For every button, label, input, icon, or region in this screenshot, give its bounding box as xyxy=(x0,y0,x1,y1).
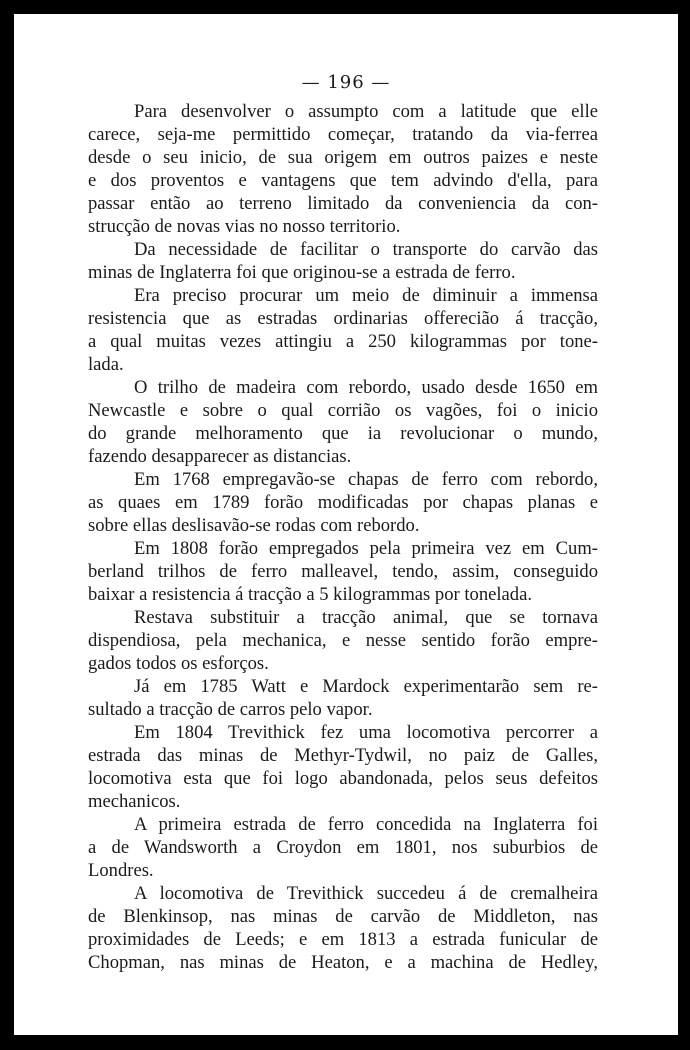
text-line: baixar a resistencia á tracção a 5 kilogrammas por tonelada. xyxy=(88,584,532,605)
paragraph xyxy=(88,238,598,284)
paragraph xyxy=(88,100,598,238)
text-line: Em 1804 Trevithick fez uma locomotiva percorrer a xyxy=(134,722,598,743)
text-line: Newcastle e sobre o qual corrião os vagões, foi o inicio xyxy=(88,400,598,421)
text-line: minas de Inglaterra foi que originou-se a estrada de ferro. xyxy=(88,262,516,283)
text-line: strucção de novas vias no nosso territorio. xyxy=(88,216,401,237)
text-line: estrada das minas de Methyr-Tydwil, no paiz de Galles, xyxy=(88,745,598,766)
text-line: Já em 1785 Watt e Mardock experimentarão sem re- xyxy=(134,676,598,697)
text-line: Da necessidade de facilitar o transporte do carvão das xyxy=(134,239,598,260)
text-line: a qual muitas vezes attingiu a 250 kilogrammas por tone- xyxy=(88,331,598,352)
text-line: Londres. xyxy=(88,860,154,881)
paragraph xyxy=(88,376,598,468)
paragraph xyxy=(88,882,598,974)
text-line: de Blenkinsop, nas minas de carvão de Middleton, nas xyxy=(88,906,598,927)
paragraph xyxy=(88,537,598,606)
text-line: Era preciso procurar um meio de diminuir a immensa xyxy=(134,285,598,306)
text-line: Chopman, nas minas de Heaton, e a machina de Hedley, xyxy=(88,952,598,973)
text-line: as quaes em 1789 forão modificadas por chapas planas e xyxy=(88,492,598,513)
text-line: lada. xyxy=(88,354,124,375)
paragraph xyxy=(88,606,598,675)
book-page xyxy=(14,14,678,1035)
text-line: fazendo desapparecer as distancias. xyxy=(88,446,352,467)
text-line: resistencia que as estradas ordinarias offerecião á tracção, xyxy=(88,308,598,329)
paragraph xyxy=(88,675,598,721)
text-line: carece, seja-me permittido começar, tratando da via-ferrea xyxy=(88,124,598,145)
text-line: locomotiva esta que foi logo abandonada, pelos seus defeitos xyxy=(88,768,598,789)
text-line: Em 1768 empregavão-se chapas de ferro com rebordo, xyxy=(134,469,598,490)
text-line: berland trilhos de ferro malleavel, tendo, assim, conseguido xyxy=(88,561,598,582)
text-line: A locomotiva de Trevithick succedeu á de cremalheira xyxy=(134,883,598,904)
text-line: gados todos os esforços. xyxy=(88,653,269,674)
text-line: dispendiosa, pela mechanica, e nesse sentido forão empre- xyxy=(88,630,598,651)
text-line: Restava substituir a tracção animal, que se tornava xyxy=(134,607,598,628)
text-line: A primeira estrada de ferro concedida na Inglaterra foi xyxy=(134,814,598,835)
page-number: — 196 — xyxy=(301,72,391,93)
text-line: mechanicos. xyxy=(88,791,181,812)
text-line: do grande melhoramento que ia revolucionar o mundo, xyxy=(88,423,598,444)
text-line: a de Wandsworth a Croydon em 1801, nos suburbios de xyxy=(88,837,598,858)
paragraph xyxy=(88,813,598,882)
paragraph xyxy=(88,721,598,813)
paragraph xyxy=(88,284,598,376)
text-line: passar então ao terreno limitado da conveniencia da con- xyxy=(88,193,598,214)
text-line: Para desenvolver o assumpto com a latitude que elle xyxy=(134,101,598,122)
text-line: sobre ellas deslisavão-se rodas com rebordo. xyxy=(88,515,420,536)
body-text xyxy=(88,100,598,974)
text-line: desde o seu inicio, de sua origem em outros paizes e neste xyxy=(88,147,598,168)
text-line: Em 1808 forão empregados pela primeira vez em Cum- xyxy=(134,538,598,559)
paragraph xyxy=(88,468,598,537)
text-line: proximidades de Leeds; e em 1813 a estrada funicular de xyxy=(88,929,598,950)
text-line: e dos proventos e vantagens que tem advindo d'ella, para xyxy=(88,170,598,191)
text-line: O trilho de madeira com rebordo, usado desde 1650 em xyxy=(134,377,598,398)
text-line: sultado a tracção de carros pelo vapor. xyxy=(88,699,373,720)
